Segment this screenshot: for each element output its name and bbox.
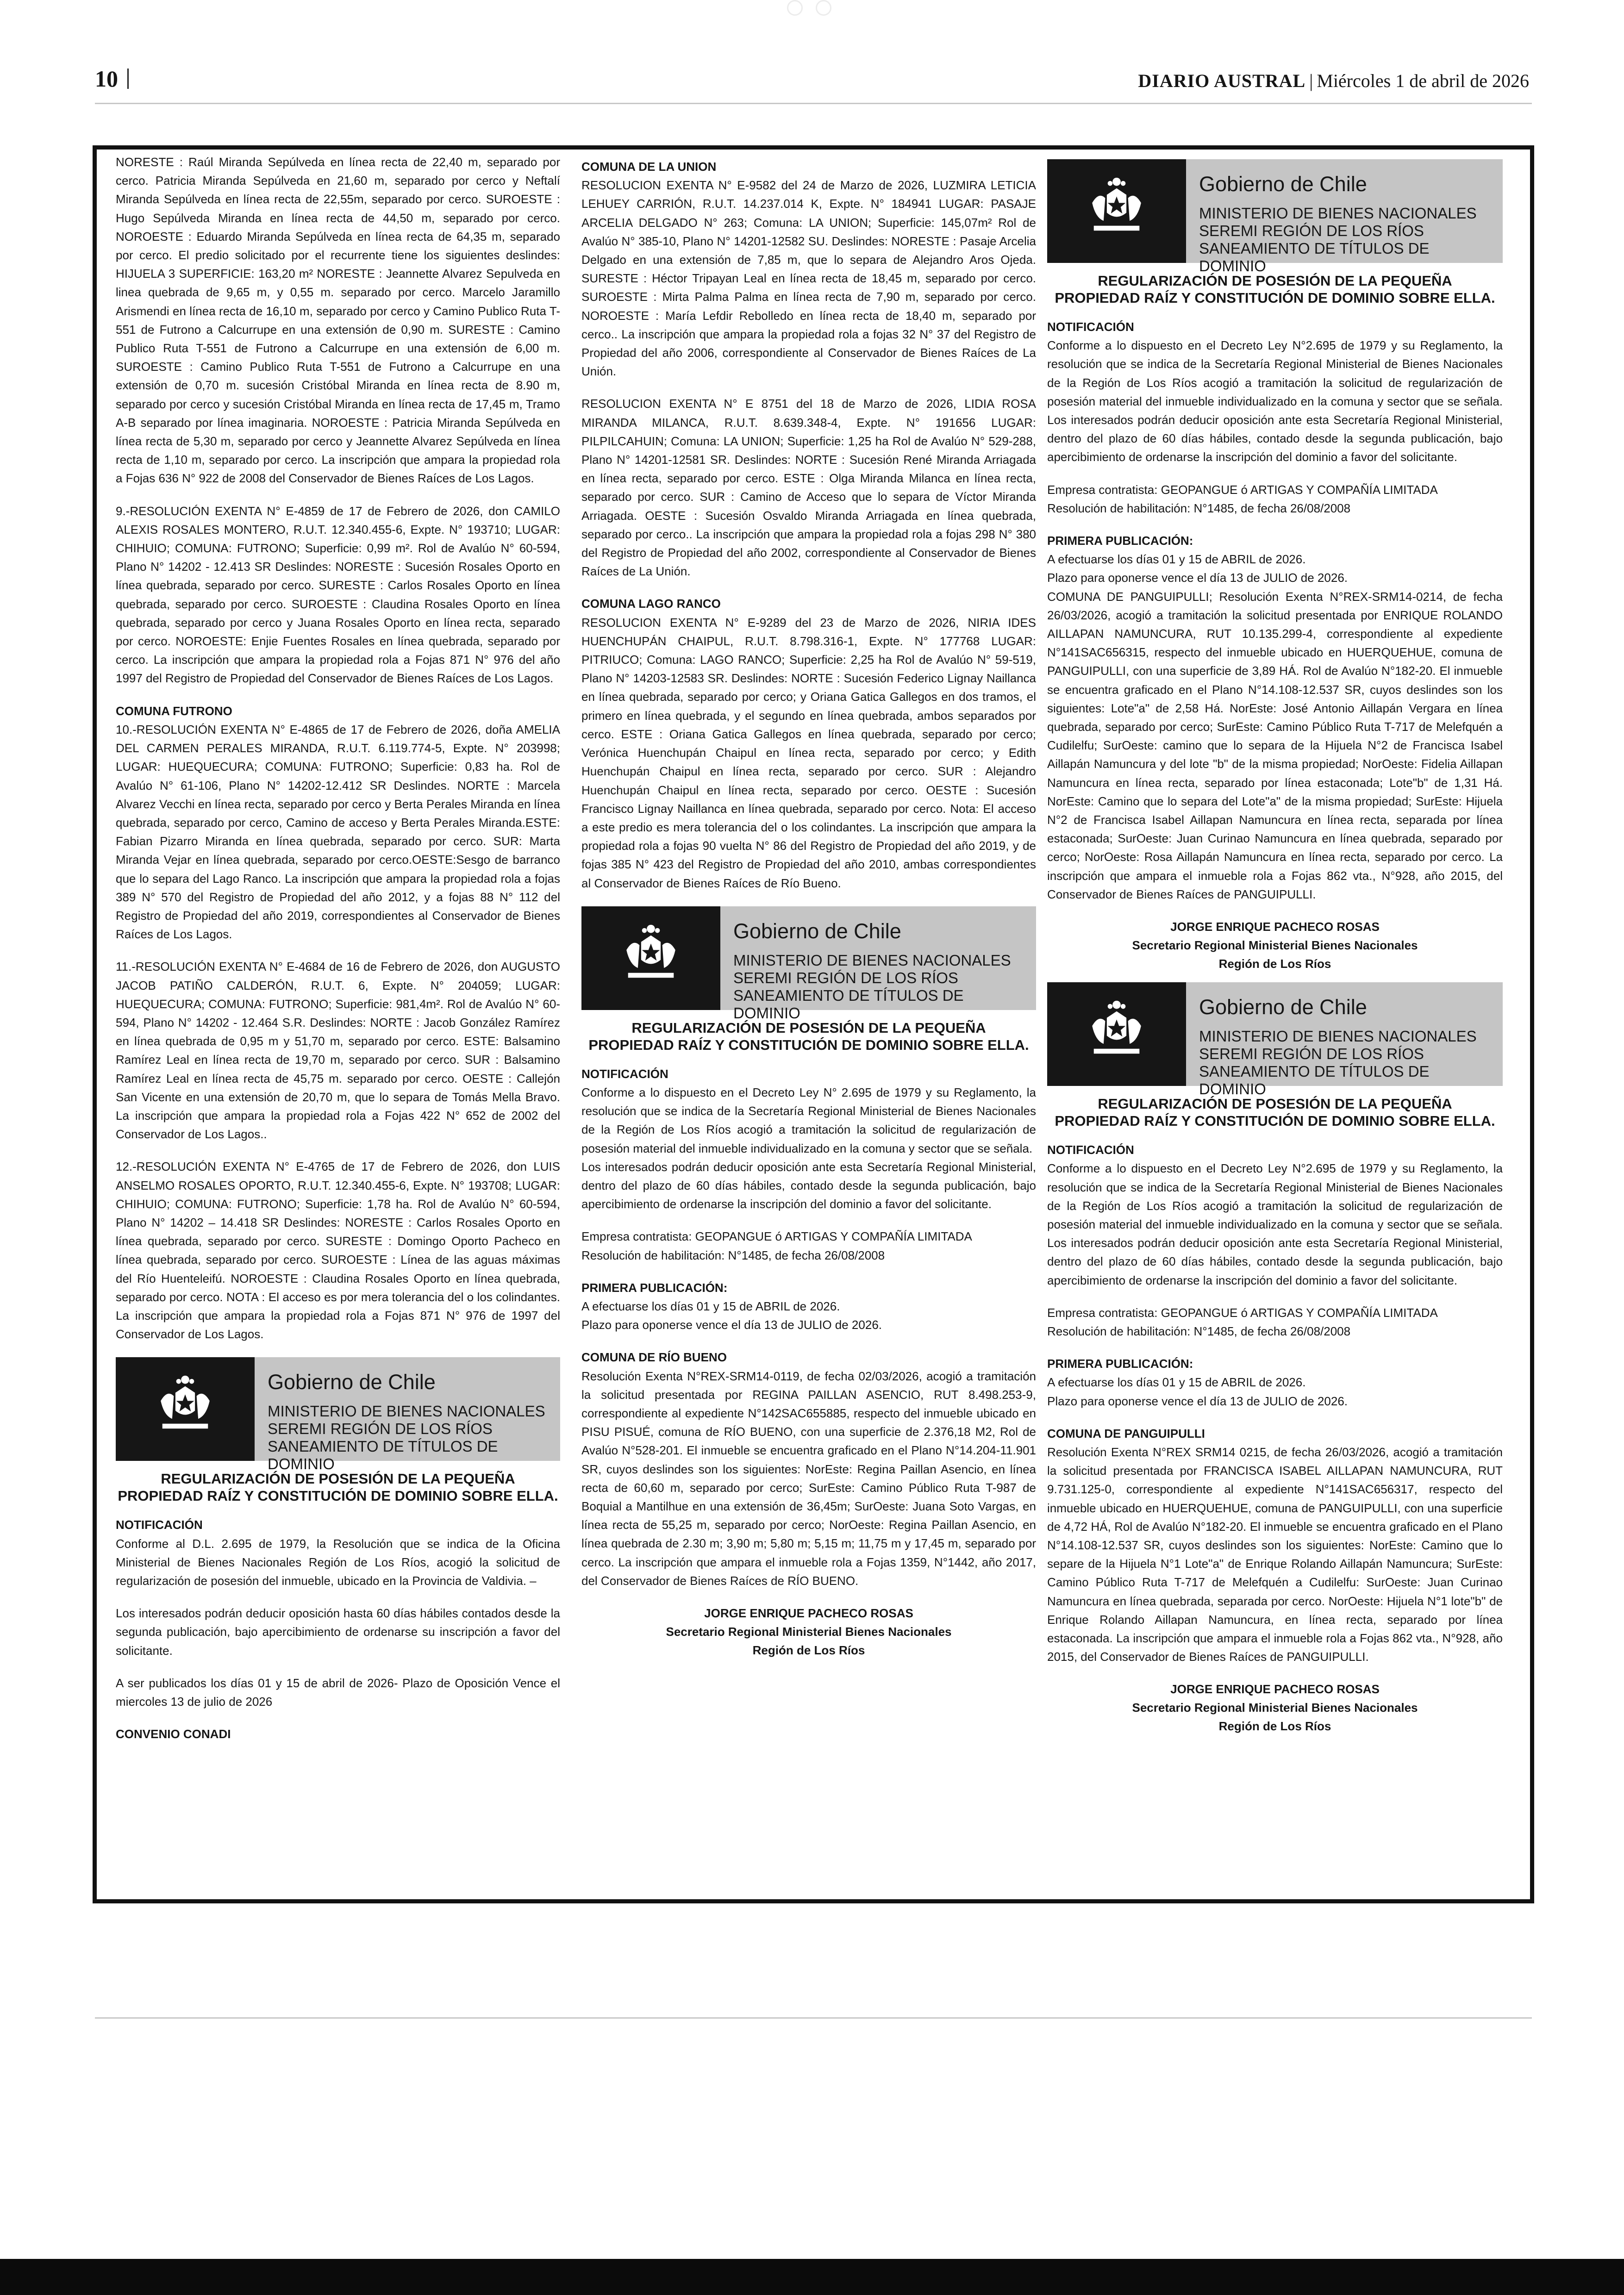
page-dot[interactable] <box>816 0 831 16</box>
banner-line: MINISTERIO DE BIENES NACIONALES <box>268 1403 545 1420</box>
section-heading: COMUNA DE LA UNION <box>581 160 717 174</box>
notice-paragraph: COMUNA DE PANGUIPULLI; Resolución Exenta N°REX-SRM14-0214, de fecha 26/03/2026, acogió a tramitación la solicitud presentada por ENRIQUE ROLANDO AILLAPAN NAMUNCURA, RUT 10.135.299-4, correspondiente al expediente N°141SAC656315, respecto del inmueble ubicado en HUERQUEHUE, comuna de PANGUIPULLI, con una superficie de 3,89 HÁ. Rol de Avalúo N°182-20. El inmueble se encuentra graficado en el Plano N°14.108-12.537 SR, cuyos deslindes son los siguientes: Lote"a" de 2,58 Há. NorEste: José Antonio Aillapán Vergara en línea quebrada, separado por cerco; SurEste: Camino Público Ruta T-717 de Melefquén a Cudilelfu; SurOeste: camino que lo separa de la Hijuela N°2 de Francisca Isabel Aillapán Namuncura y del lote "b" de la misma propiedad; NorOeste: Fidelia Aillapan Namuncura en línea recta, separado por línea estaconada; Lote"b" de 1,31 Há. NorEste: Camino que lo separa del Lote"a" de la misma propiedad; SurEste: Hijuela N°2 de Francisca Isabel Aillapan Namuncura en línea recta, separada por línea estaconada; SurOeste: Juan Curinao Namuncura en línea quebrada, separado por cerco; NorOeste: Rosa Aillapán Namuncura en línea recta, separado por cerco. La inscripción que ampara el inmueble rola a Fojas 862 vta., N°928, año 2015, del Conservador de Bienes Raíces de PANGUIPULLI. <box>1047 589 1503 901</box>
banner-title: Gobierno de Chile <box>268 1370 436 1394</box>
signer-name: JORGE ENRIQUE PACHECO ROSAS <box>1170 920 1380 934</box>
banner-line: SANEAMIENTO DE TÍTULOS DE DOMINIO <box>1199 1063 1430 1098</box>
notification-text: Conforme a lo dispuesto en el Decreto Ley N°2.695 de 1979 y su Reglamento, la resolución que se indica de la Secretaría Regional Ministerial de Bienes Nacionales de la Región de Los Ríos acogió a tramitación la solicitud de regularización de posesión material del inmueble individualizado en la comuna y sector que se señala. Los interesados podrán deducir oposición ante esta Secretaría Regional Ministerial, dentro del plazo de 60 días hábiles, contado desde la segunda publicación, bajo apercibimiento de ordenarse la inscripción del dominio a favor del solicitante. <box>1047 1161 1503 1287</box>
viewer-bottom-bar <box>0 2259 1624 2295</box>
notification-text: Conforme a lo dispuesto en el Decreto Ley N°2.695 de 1979 y su Reglamento, la resolución que se indica de la Secretaría Regional Ministerial de Bienes Nacionales de la Región de Los Ríos acogió a tramitación la solicitud de regularización de posesión material del inmueble individualizado en la comuna y sector que se señala. Los interesados podrán deducir oposición ante esta Secretaría Regional Ministerial, dentro del plazo de 60 días hábiles, contado desde la segunda publicación, bajo apercibimiento de ordenarse la inscripción del dominio a favor del solicitante. <box>1047 338 1503 464</box>
signer-name: JORGE ENRIQUE PACHECO ROSAS <box>704 1606 913 1620</box>
page-number: 10 <box>95 66 118 92</box>
notification-text: Conforme a lo dispuesto en el Decreto Ley N° 2.695 de 1979 y su Reglamento, la resolución que se indica de la Secretaría Regional Ministerial de Bienes Nacionales de la Región de Los Ríos acogió a tramitación la solicitud de regularización de posesión material del inmueble individualizado en la comuna y sector que se señala. <box>581 1085 1036 1155</box>
notification-text: Conforme al D.L. 2.695 de 1979, la Resolución que se indica de la Oficina Ministerial de Bienes Nacionales Región de Los Ríos, acogió la solicitud de regularización de posesión del inmueble, ubicado en la Provincia de Valdivia. – <box>116 1536 560 1588</box>
coat-of-arms-icon <box>116 1357 255 1461</box>
page-dot[interactable] <box>787 0 803 16</box>
section-heading: CONVENIO CONADI <box>116 1727 231 1741</box>
gobierno-banner <box>581 906 1036 1022</box>
opposition-deadline: Plazo para oponerse vence el día 13 de JULIO de 2026. <box>1047 571 1348 585</box>
banner-line: SANEAMIENTO DE TÍTULOS DE DOMINIO <box>733 986 964 1022</box>
signer-role: Secretario Regional Ministerial Bienes Nacionales <box>666 1625 952 1639</box>
opposition-deadline: Plazo para oponerse vence el día 13 de JULIO de 2026. <box>581 1318 882 1332</box>
signer-region: Región de Los Ríos <box>752 1643 865 1657</box>
banner-line: SANEAMIENTO DE TÍTULOS DE DOMINIO <box>268 1438 498 1473</box>
notification-heading: NOTIFICACIÓN <box>1047 1143 1134 1157</box>
banner-line: MINISTERIO DE BIENES NACIONALES <box>1199 205 1477 222</box>
header-divider <box>127 69 129 89</box>
notification-heading: NOTIFICACIÓN <box>1047 320 1134 334</box>
coat-of-arms-icon <box>1047 982 1186 1086</box>
notice-paragraph: RESOLUCION EXENTA N° E 8751 del 18 de Marzo de 2026, LIDIA ROSA MIRANDA MILANCA, R.U.T. 8.639.348-4, Expte. N° 191656 LUGAR: PILPILCAHUIN; Comuna: LA UNION; Superficie: 1,25 ha Rol de Avalúo N° 529-288, Plano N° 14201-12581 SR. Deslindes: NORTE : Sucesión René Miranda Arriagada en línea recta, separado por cerco. ESTE : Olga Miranda Milanca en línea recta, separado por cerco. SUR : Camino de Acceso que lo separa de Víctor Miranda Arriagada. OESTE : Sucesión Osvaldo Miranda Arriagada en línea quebrada, separado por cerco.. La inscripción que ampara la propiedad rola a fojas 298 N° 380 del Registro de Propiedad del año 2002, correspondiente al Conservador de Bienes Raíces de La Unión. <box>581 397 1036 579</box>
publication-dates: A efectuarse los días 01 y 15 de ABRIL de 2026. <box>1047 552 1306 567</box>
coat-of-arms-icon <box>1047 159 1186 263</box>
banner-line: SEREMI REGIÓN DE LOS RÍOS <box>268 1420 493 1438</box>
banner-line: MINISTERIO DE BIENES NACIONALES <box>1199 1028 1477 1045</box>
publication-dates: A efectuarse los días 01 y 15 de ABRIL de 2026. <box>581 1299 840 1313</box>
gobierno-banner <box>1047 982 1503 1098</box>
regularization-title: REGULARIZACIÓN DE POSESIÓN DE LA PEQUEÑA PROPIEDAD RAÍZ Y CONSTITUCIÓN DE DOMINIO SOBRE ELLA. <box>588 1019 1029 1053</box>
first-publication-heading: PRIMERA PUBLICACIÓN: <box>1047 534 1193 548</box>
gobierno-banner <box>116 1357 560 1473</box>
signer-region: Región de Los Ríos <box>1218 957 1331 971</box>
contractor: Empresa contratista: GEOPANGUE ó ARTIGAS Y COMPAÑÍA LIMITADA <box>1047 482 1438 497</box>
footer-rule <box>95 2017 1532 2019</box>
banner-line: SEREMI REGIÓN DE LOS RÍOS <box>733 969 958 986</box>
notice-paragraph: 10.-RESOLUCIÓN EXENTA N° E-4865 de 17 de Febrero de 2026, doña AMELIA DEL CARMEN PERALES MIRANDA, R.U.T. 6.119.774-5, Expte. N° 203998; LUGAR: HUEQUECURA; COMUNA: FUTRONO; Superficie: 0,83 ha. Rol de Avalúo N° 61-106, Plano N° 14202-12.412 SR Deslindes. NORTE : Marcela Alvarez Vecchi en línea recta, separado por cerco y Berta Perales Miranda en línea quebrada, separado por cerco, Camino de acceso y Berta Perales Miranda.ESTE: Fabian Pizarro Miranda en línea quebrada, separado por cerco. SUR: Marta Miranda Vejar en línea quebrada, separado por cerco.OESTE:Sesgo de barranco que lo separa del Lago Ranco. La inscripción que ampara la propiedad rola a fojas 389 N° 570 del Registro de Propiedad del año 2012, y a fojas 88 N° 112 del Registro de Propiedad del año 2019, correspondientes al Conservador de Bienes Raíces de Los Lagos. <box>116 722 560 942</box>
signature-block <box>1047 1680 1503 1735</box>
notice-paragraph: 11.-RESOLUCIÓN EXENTA N° E-4684 de 16 de Febrero de 2026, don AUGUSTO JACOB PATIÑO CALDERÓN, R.U.T. 6, Expte. N° 204059; LUGAR: HUEQUECURA; COMUNA: FUTRONO; Superficie: 981,4m². Rol de Avalúo N° 60-594, Plano N° 14202 - 12.464 S.R. Deslindes: NORTE : Jacob González Ramírez en línea quebrada de 0,95 m y 51,70 m, separado por cerco. ESTE: Balsamino Ramírez Leal en línea recta de 19,70 m, separado por cerco. SUR : Balsamino Ramírez Leal en línea recta de 45,75 m. separado por cerco. OESTE : Callejón San Vicente en una extensión de 20,70 m, que lo separa de Tomás Mella Bravo. La inscripción que ampara la propiedad rola a Fojas 422 N° 652 de 2002 del Conservador de Los Lagos.. <box>116 960 560 1141</box>
signer-name: JORGE ENRIQUE PACHECO ROSAS <box>1170 1682 1380 1696</box>
first-publication-heading: PRIMERA PUBLICACIÓN: <box>1047 1357 1193 1371</box>
section-heading: COMUNA LAGO RANCO <box>581 597 721 611</box>
notice-paragraph: RESOLUCION EXENTA N° E-9582 del 24 de Marzo de 2026, LUZMIRA LETICIA LEHUEY CARRIÓN, R.U.T. 14.237.014 K, Expte. N° 184941 LUGAR: PASAJE ARCELIA DELGADO N° 263; Comuna: LA UNION; Superficie: 145,07m² Rol de Avalúo N° 385-10, Plano N° 14201-12582 SU. Deslindes: NORESTE : Pasaje Arcelia Delgado en una extensión de 7,85 m, que lo separa de Alejandro Aros Ojeda. SURESTE : Héctor Tripayan Leal en línea recta de 18,45 m, separado por cerco. SUROESTE : Mirta Palma Palma en línea recta de 7,90 m, separado por cerco. NOROESTE : María Lefdir Rebolledo en línea recta de 18,40 m, separado por cerco.. La inscripción que ampara la propiedad rola a fojas 32 N° 37 del Registro de Propiedad del año 2006, correspondiente al Conservador de Bienes Raíces de La Unión. <box>581 178 1036 379</box>
contractor: Empresa contratista: GEOPANGUE ó ARTIGAS Y COMPAÑÍA LIMITADA <box>581 1229 972 1244</box>
banner-line: SANEAMIENTO DE TÍTULOS DE DOMINIO <box>1199 240 1430 274</box>
notice-paragraph: NORESTE : Raúl Miranda Sepúlveda en línea recta de 22,40 m, separado por cerco. Patricia Miranda Sepúlveda en 21,60 m, separado por cerco y Neftalí Miranda Sepúlveda en línea recta de 22,55m, separado por cerco. SUROESTE : Hugo Sepúlveda Miranda en línea recta de 44,50 m, separado por cerco. NOROESTE : Eduardo Miranda Sepúlveda en línea recta de 64,35 m, separado por cerco. El predio solicitado por el recurrente tiene los siguientes deslindes: HIJUELA 3 SUPERFICIE: 163,20 m² NORESTE : Jeannette Alvarez Sepulveda en linea quebrada de 9,65 m, y 0,55 m. separado por cerco. Marcelo Jaramillo Arismendi en línea recta de 16,10 m, separado por cerco y Camino Publico Ruta T-551 de Futrono a Calcurrupe en una extensión de 0,90 m. SURESTE : Camino Publico Ruta T-551 de Futrono a Calcurrupe en una extensión de 6,00 m. SUROESTE : Camino Publico Ruta T-551 de Futrono a Calcurrupe en una extensión de 0,70 m. sucesión Cristóbal Miranda en línea recta de 8.90 m, separado por cerco y sucesión Cristóbal Miranda en línea recta de 17,45 m, Tramo A-B separado por línea imaginaria. NOROESTE : Patricia Miranda Sepúlveda en línea recta de 5,30 m, separado por cerco y Jeannette Alvarez Sepúlveda en línea recta de 1,10 m, separado por cerco. La inscripción que ampara la propiedad rola a Fojas 636 N° 922 de 2008 del Conservador de Bienes Raíces de Los Lagos. <box>116 155 560 486</box>
publication-dates: A ser publicados los días 01 y 15 de abril de 2026- Plazo de Oposición Vence el miercoles 13 de julio de 2026 <box>116 1676 560 1709</box>
banner-line: MINISTERIO DE BIENES NACIONALES <box>733 951 1011 969</box>
opposition-text: Los interesados podrán deducir oposición hasta 60 días hábiles contados desde la segunda publicación, bajo apercibimiento de ordenarse su inscripción a favor del solicitante. <box>116 1606 560 1658</box>
notice-paragraph: RESOLUCION EXENTA N° E-9289 del 23 de Marzo de 2026, NIRIA IDES HUENCHUPÁN CHAIPUL, R.U.T. 8.798.316-1, Expte. N° 177768 LUGAR: PITRIUCO; Comuna: LAGO RANCO; Superficie: 2,25 ha Rol de Avalúo N° 59-519, Plano N° 14203-12583 SR. Deslindes: NORTE : Sucesión Federico Lignay Naillanca en línea quebrada, separado por cerco; y Oriana Gatica Gallegos en dos tramos, el primero en línea quebrada, y el segundo en línea quebrada, ambos separados por cerco. ESTE : Oriana Gatica Gallegos en línea quebrada, separado por cerco; Verónica Huenchupán Chaipul en línea recta, separado por cerco; y Edith Huenchupán Chaipul en línea recta, separado por cerco. SUR : Alejandro Huenchupán Chaipul en línea recta, separado por cerco. OESTE : Sucesión Francisco Lignay Naillanca en línea quebrada, separado por cerco. Nota: El acceso a este predio es mera tolerancia del o los colindantes. La inscripción que ampara la propiedad rola a fojas 90 vuelta N° 86 del Registro de Propiedad del año 2019, y de fojas 385 N° 423 del Registro de Propiedad del año 2010, ambas correspondientes al Conservador de Bienes Raíces de Río Bueno. <box>581 615 1036 890</box>
coat-of-arms-icon <box>581 906 720 1010</box>
section-heading: COMUNA FUTRONO <box>116 704 232 718</box>
habilitation: Resolución de habilitación: N°1485, de fecha 26/08/2008 <box>1047 501 1351 515</box>
section-heading: COMUNA DE PANGUIPULLI <box>1047 1426 1205 1441</box>
first-publication-heading: PRIMERA PUBLICACIÓN: <box>581 1280 728 1295</box>
publication-dates: A efectuarse los días 01 y 15 de ABRIL de 2026. <box>1047 1375 1306 1390</box>
page-indicator[interactable] <box>781 0 845 14</box>
banner-line: SEREMI REGIÓN DE LOS RÍOS <box>1199 222 1424 239</box>
contractor: Empresa contratista: GEOPANGUE ó ARTIGAS Y COMPAÑÍA LIMITADA <box>1047 1305 1438 1320</box>
habilitation: Resolución de habilitación: N°1485, de fecha 26/08/2008 <box>1047 1324 1351 1338</box>
opposition-text: Los interesados podrán deducir oposición ante esta Secretaría Regional Ministerial, dentro del plazo de 60 días hábiles, contado desde la segunda publicación, bajo apercibimiento de ordenarse la inscripción del dominio a favor del solicitante. <box>581 1160 1036 1211</box>
publication-name: DIARIO AUSTRAL <box>1138 70 1306 91</box>
notification-heading: NOTIFICACIÓN <box>581 1066 668 1081</box>
signer-region: Región de Los Ríos <box>1218 1719 1331 1734</box>
signature-block <box>581 1604 1036 1659</box>
header-rule <box>95 103 1532 104</box>
column-1 <box>116 153 560 1743</box>
opposition-deadline: Plazo para oponerse vence el día 13 de JULIO de 2026. <box>1047 1394 1348 1408</box>
signer-role: Secretario Regional Ministerial Bienes Nacionales <box>1132 1701 1418 1715</box>
column-3 <box>1047 153 1503 1745</box>
column-2 <box>581 153 1036 1669</box>
regularization-title: REGULARIZACIÓN DE POSESIÓN DE LA PEQUEÑA PROPIEDAD RAÍZ Y CONSTITUCIÓN DE DOMINIO SOBRE ELLA. <box>1055 1096 1495 1129</box>
regularization-title: REGULARIZACIÓN DE POSESIÓN DE LA PEQUEÑA PROPIEDAD RAÍZ Y CONSTITUCIÓN DE DOMINIO SOBRE ELLA. <box>1055 273 1495 306</box>
banner-line: SEREMI REGIÓN DE LOS RÍOS <box>1199 1045 1424 1063</box>
signature-block <box>1047 917 1503 973</box>
notice-paragraph: Resolución Exenta N°REX SRM14 0215, de fecha 26/03/2026, acogió a tramitación la solicitud presentada por FRANCISCA ISABEL AILLAPAN NAMUNCURA, RUT 9.731.125-0, correspondiente al expediente N°141SAC656317, respecto del inmueble ubicado en HUERQUEHUE, comuna de PANGUIPULLI, con una superficie de 4,72 HÁ, Rol de Avalúo N°182-20. El inmueble se encuentra graficado en el Plano N°14.108-12.537 SR, cuyos deslindes son los siguientes: NorEste: Camino que lo separe de la Hijuela N°1 Lote"a" de Enrique Rolando Aillapán Namuncura; SurEste: Camino Público Ruta T-717 de Melefquén a Cudilelfu: SurOeste: Juan Curinao Namuncura en línea quebrada, separada por cerco. NorOeste: Hijuela N°1 lote"b" de Enrique Rolando Aillapan Namuncura, en línea recta, separado por línea estaconada. La inscripción que ampara el inmueble rola a Fojas 862 vta., N°928, año 2015, del Conservador de Bienes Raíces de PANGUIPULLI. <box>1047 1445 1503 1664</box>
regularization-title: REGULARIZACIÓN DE POSESIÓN DE LA PEQUEÑA PROPIEDAD RAÍZ Y CONSTITUCIÓN DE DOMINIO SOBRE ELLA. <box>118 1471 558 1504</box>
notification-heading: NOTIFICACIÓN <box>116 1518 203 1532</box>
habilitation: Resolución de habilitación: N°1485, de fecha 26/08/2008 <box>581 1248 885 1262</box>
section-heading: COMUNA DE RÍO BUENO <box>581 1350 727 1365</box>
notice-paragraph: Resolución Exenta N°REX-SRM14-0119, de fecha 02/03/2026, acogió a tramitación la solicitud presentada por REGINA PAILLAN ASENCIO, RUT 8.498.253-9, correspondiente al expediente N°142SAC655885, respecto del inmueble ubicado en PISU PISUÉ, comuna de RÍO BUENO, con una superficie de 2.376,18 M2, Rol de Avalúo N°528-201. El inmueble se encuentra graficado en el Plano N°14.204-11.901 SR, cuyos deslindes son los siguientes: NorEste: Regina Paillan Asencio, en línea recta de 60,60 m, separado por cerco; SurEste: Camino Público Ruta T-987 de Boquial a Mantilhue en una extensión de 36,45m; SurOeste: Juana Soto Vargas, en línea recta de 55,25 m, separado por cerco; NorOeste: Regina Paillan Asencio, en línea quebrada de 2.30 m; 3,90 m; 5,80 m; 5,15 m; 11,75 m y 17,45 m, separado por cerco. La inscripción que ampara el inmueble rola a Fojas 1359, N°1442, año 2017, del Conservador de Bienes Raíces de RÍO BUENO. <box>581 1369 1036 1588</box>
notice-paragraph: 12.-RESOLUCIÓN EXENTA N° E-4765 de 17 de Febrero de 2026, don LUIS ANSELMO ROSALES OPORTO, R.U.T. 12.340.455-6, Expte. N° 193708; LUGAR: CHIHUIO; COMUNA: FUTRONO; Superficie: 1,78 ha. Rol de Avalúo N° 60-594, Plano N° 14202 – 14.418 SR Deslindes: NORESTE : Carlos Rosales Oporto en línea quebrada, separado por cerco. SURESTE : Domingo Oporto Pacheco en línea quebrada, separado por cerco. SUROESTE : Línea de las aguas máximas del Río Huenteleifú. NOROESTE : Claudina Rosales Oporto en línea quebrada, separado por cerco. NOTA : El acceso es por mera tolerancia del o los colindantes. La inscripción que ampara la propiedad rola a Fojas 871 N° 976 de 1997 del Conservador de Los Lagos. <box>116 1160 560 1341</box>
banner-title: Gobierno de Chile <box>1199 995 1367 1019</box>
signer-role: Secretario Regional Ministerial Bienes Nacionales <box>1132 938 1418 953</box>
masthead: DIARIO AUSTRAL | Miércoles 1 de abril de 2026 <box>1138 70 1529 91</box>
notice-paragraph: 9.-RESOLUCIÓN EXENTA N° E-4859 de 17 de Febrero de 2026, don CAMILO ALEXIS ROSALES MONTERO, R.U.T. 12.340.455-6, Expte. N° 193710; LUGAR: CHIHUIO; COMUNA: FUTRONO; Superficie: 0,99 m². Rol de Avalúo N° 60-594, Plano N° 14202 - 12.413 SR Deslindes: NORESTE : Sucesión Rosales Oporto en línea quebrada, separado por cerco. SURESTE : Carlos Rosales Oporto en línea quebrada, separado por cerco. SUROESTE : Claudina Rosales Oporto en línea quebrada, separado por cerco y Juana Rosales Oporto en línea recta, separado por cerco. NOROESTE: Enjie Fuentes Rosales en línea quebrada, separado por cerco. La inscripción que ampara la propiedad rola a Fojas 871 N° 976 del año 1997 del Registro de Propiedad del Conservador de Bienes Raíces de Los Lagos. <box>116 504 560 686</box>
publication-date: Miércoles 1 de abril de 2026 <box>1317 70 1529 91</box>
banner-title: Gobierno de Chile <box>1199 172 1367 196</box>
banner-title: Gobierno de Chile <box>733 919 901 943</box>
gobierno-banner <box>1047 159 1503 274</box>
